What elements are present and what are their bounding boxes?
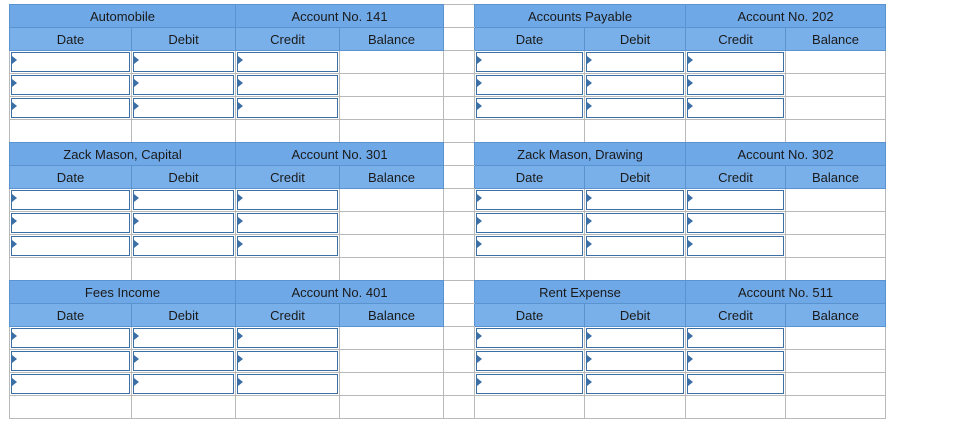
balance-cell <box>786 235 886 258</box>
credit-input[interactable] <box>687 190 784 210</box>
credit-cell <box>686 97 786 120</box>
dropdown-marker-icon <box>134 355 139 363</box>
debit-input[interactable] <box>586 52 684 72</box>
dropdown-marker-icon <box>688 217 693 225</box>
credit-input[interactable] <box>687 52 784 72</box>
debit-input[interactable] <box>586 213 684 233</box>
debit-cell <box>132 350 236 373</box>
credit-cell <box>236 51 340 74</box>
debit-input[interactable] <box>133 328 234 348</box>
debit-cell <box>585 327 686 350</box>
dropdown-marker-icon <box>477 217 482 225</box>
debit-input[interactable] <box>133 236 234 256</box>
dropdown-marker-icon <box>477 194 482 202</box>
date-cell <box>475 373 585 396</box>
col-debit-header: Debit <box>132 28 236 51</box>
col-date-header: Date <box>475 304 585 327</box>
date-input[interactable] <box>11 75 130 95</box>
date-cell <box>10 350 132 373</box>
debit-cell <box>132 97 236 120</box>
debit-cell <box>585 74 686 97</box>
credit-cell <box>686 350 786 373</box>
date-cell <box>10 189 132 212</box>
debit-input[interactable] <box>586 328 684 348</box>
credit-input[interactable] <box>237 98 338 118</box>
dropdown-marker-icon <box>12 378 17 386</box>
account-name-rent-expense: Rent Expense <box>475 281 686 304</box>
dropdown-marker-icon <box>688 240 693 248</box>
account-number-301: Account No. 301 <box>236 143 444 166</box>
balance-cell <box>786 189 886 212</box>
dropdown-marker-icon <box>587 332 592 340</box>
dropdown-marker-icon <box>238 240 243 248</box>
col-date-header: Date <box>10 166 132 189</box>
credit-input[interactable] <box>237 75 338 95</box>
table-row <box>10 74 886 97</box>
debit-cell <box>132 327 236 350</box>
credit-cell <box>686 189 786 212</box>
dropdown-marker-icon <box>238 102 243 110</box>
dropdown-marker-icon <box>238 355 243 363</box>
dropdown-marker-icon <box>587 378 592 386</box>
debit-input[interactable] <box>586 236 684 256</box>
date-cell <box>10 327 132 350</box>
dropdown-marker-icon <box>587 79 592 87</box>
account-number-511: Account No. 511 <box>686 281 886 304</box>
dropdown-marker-icon <box>688 355 693 363</box>
dropdown-marker-icon <box>134 194 139 202</box>
credit-input[interactable] <box>237 52 338 72</box>
dropdown-marker-icon <box>477 79 482 87</box>
credit-input[interactable] <box>237 351 338 371</box>
credit-cell <box>236 189 340 212</box>
debit-input[interactable] <box>586 351 684 371</box>
credit-input[interactable] <box>687 75 784 95</box>
credit-cell <box>236 350 340 373</box>
debit-cell <box>132 373 236 396</box>
credit-input[interactable] <box>237 213 338 233</box>
table-row <box>10 120 886 143</box>
date-cell <box>10 373 132 396</box>
col-credit-header: Credit <box>236 28 340 51</box>
date-cell <box>475 327 585 350</box>
date-input[interactable] <box>11 236 130 256</box>
dropdown-marker-icon <box>134 217 139 225</box>
date-cell <box>475 212 585 235</box>
balance-cell <box>786 51 886 74</box>
debit-cell <box>585 51 686 74</box>
account-number-202: Account No. 202 <box>686 5 886 28</box>
balance-cell <box>786 373 886 396</box>
dropdown-marker-icon <box>12 332 17 340</box>
credit-cell <box>236 97 340 120</box>
credit-cell <box>686 74 786 97</box>
credit-cell <box>686 51 786 74</box>
account-name-automobile: Automobile <box>10 5 236 28</box>
account-name-accounts-payable: Accounts Payable <box>475 5 686 28</box>
dropdown-marker-icon <box>238 378 243 386</box>
balance-cell <box>340 235 444 258</box>
date-cell <box>475 350 585 373</box>
ledger-block-2 <box>9 142 886 281</box>
table-row <box>10 258 886 281</box>
table-row <box>10 350 886 373</box>
debit-cell <box>132 189 236 212</box>
balance-cell <box>340 212 444 235</box>
col-credit-header: Credit <box>686 166 786 189</box>
col-date-header: Date <box>10 304 132 327</box>
col-credit-header: Credit <box>686 28 786 51</box>
account-number-401: Account No. 401 <box>236 281 444 304</box>
credit-input[interactable] <box>687 98 784 118</box>
dropdown-marker-icon <box>12 102 17 110</box>
col-debit-header: Debit <box>132 166 236 189</box>
date-input[interactable] <box>11 374 130 394</box>
col-date-header: Date <box>475 28 585 51</box>
debit-cell <box>585 373 686 396</box>
credit-input[interactable] <box>687 213 784 233</box>
dropdown-marker-icon <box>587 56 592 64</box>
dropdown-marker-icon <box>477 355 482 363</box>
balance-cell <box>340 51 444 74</box>
debit-input[interactable] <box>586 190 684 210</box>
credit-cell <box>236 373 340 396</box>
date-input[interactable] <box>476 374 583 394</box>
debit-cell <box>132 235 236 258</box>
col-date-header: Date <box>475 166 585 189</box>
balance-cell <box>340 327 444 350</box>
col-debit-header: Debit <box>585 304 686 327</box>
balance-cell <box>340 97 444 120</box>
dropdown-marker-icon <box>477 102 482 110</box>
col-balance-header: Balance <box>786 166 886 189</box>
balance-cell <box>786 212 886 235</box>
dropdown-marker-icon <box>134 102 139 110</box>
date-cell <box>10 235 132 258</box>
debit-input[interactable] <box>133 351 234 371</box>
dropdown-marker-icon <box>587 217 592 225</box>
date-input[interactable] <box>476 190 583 210</box>
date-cell <box>10 51 132 74</box>
dropdown-marker-icon <box>134 56 139 64</box>
credit-input[interactable] <box>687 374 784 394</box>
debit-input[interactable] <box>133 98 234 118</box>
dropdown-marker-icon <box>12 79 17 87</box>
date-input[interactable] <box>476 213 583 233</box>
table-row <box>10 235 886 258</box>
dropdown-marker-icon <box>688 332 693 340</box>
debit-cell <box>585 235 686 258</box>
table-row <box>10 373 886 396</box>
balance-cell <box>786 74 886 97</box>
debit-input[interactable] <box>133 374 234 394</box>
col-balance-header: Balance <box>340 166 444 189</box>
dropdown-marker-icon <box>587 240 592 248</box>
debit-input[interactable] <box>586 374 684 394</box>
col-balance-header: Balance <box>786 28 886 51</box>
credit-cell <box>686 327 786 350</box>
debit-input[interactable] <box>133 75 234 95</box>
date-input[interactable] <box>476 351 583 371</box>
credit-input[interactable] <box>687 328 784 348</box>
col-debit-header: Debit <box>132 304 236 327</box>
date-input[interactable] <box>476 98 583 118</box>
dropdown-marker-icon <box>587 102 592 110</box>
debit-input[interactable] <box>133 213 234 233</box>
date-cell <box>10 97 132 120</box>
credit-cell <box>686 373 786 396</box>
account-name-fees-income: Fees Income <box>10 281 236 304</box>
col-credit-header: Credit <box>236 166 340 189</box>
date-input[interactable] <box>476 328 583 348</box>
credit-input[interactable] <box>237 328 338 348</box>
balance-cell <box>786 97 886 120</box>
table-row <box>10 212 886 235</box>
dropdown-marker-icon <box>238 217 243 225</box>
debit-cell <box>132 212 236 235</box>
dropdown-marker-icon <box>134 332 139 340</box>
dropdown-marker-icon <box>12 194 17 202</box>
dropdown-marker-icon <box>477 378 482 386</box>
date-input[interactable] <box>11 328 130 348</box>
balance-cell <box>340 373 444 396</box>
dropdown-marker-icon <box>134 378 139 386</box>
date-cell <box>475 51 585 74</box>
dropdown-marker-icon <box>477 240 482 248</box>
ledger-block-1 <box>9 4 886 143</box>
dropdown-marker-icon <box>134 79 139 87</box>
account-name-capital: Zack Mason, Capital <box>10 143 236 166</box>
dropdown-marker-icon <box>12 240 17 248</box>
dropdown-marker-icon <box>12 355 17 363</box>
debit-cell <box>585 189 686 212</box>
account-number-141: Account No. 141 <box>236 5 444 28</box>
dropdown-marker-icon <box>587 194 592 202</box>
dropdown-marker-icon <box>688 102 693 110</box>
dropdown-marker-icon <box>688 56 693 64</box>
dropdown-marker-icon <box>688 194 693 202</box>
debit-input[interactable] <box>586 98 684 118</box>
credit-input[interactable] <box>237 374 338 394</box>
col-balance-header: Balance <box>340 28 444 51</box>
dropdown-marker-icon <box>238 56 243 64</box>
debit-input[interactable] <box>133 52 234 72</box>
col-balance-header: Balance <box>786 304 886 327</box>
balance-cell <box>340 74 444 97</box>
account-name-drawing: Zack Mason, Drawing <box>475 143 686 166</box>
credit-cell <box>236 235 340 258</box>
ledger-block-3 <box>9 280 886 419</box>
debit-cell <box>585 97 686 120</box>
date-input[interactable] <box>11 98 130 118</box>
credit-cell <box>236 74 340 97</box>
credit-cell <box>686 235 786 258</box>
dropdown-marker-icon <box>238 332 243 340</box>
balance-cell <box>340 189 444 212</box>
table-row <box>10 97 886 120</box>
debit-cell <box>585 212 686 235</box>
debit-cell <box>132 74 236 97</box>
dropdown-marker-icon <box>12 217 17 225</box>
table-row <box>10 396 886 419</box>
credit-input[interactable] <box>237 190 338 210</box>
credit-cell <box>236 327 340 350</box>
date-cell <box>475 74 585 97</box>
credit-cell <box>236 212 340 235</box>
balance-cell <box>786 327 886 350</box>
dropdown-marker-icon <box>238 194 243 202</box>
credit-input[interactable] <box>237 236 338 256</box>
debit-cell <box>585 350 686 373</box>
col-balance-header: Balance <box>340 304 444 327</box>
balance-cell <box>786 350 886 373</box>
col-credit-header: Credit <box>686 304 786 327</box>
col-credit-header: Credit <box>236 304 340 327</box>
credit-input[interactable] <box>687 351 784 371</box>
dropdown-marker-icon <box>477 56 482 64</box>
credit-cell <box>686 212 786 235</box>
debit-cell <box>132 51 236 74</box>
dropdown-marker-icon <box>134 240 139 248</box>
date-cell <box>10 212 132 235</box>
dropdown-marker-icon <box>238 79 243 87</box>
col-date-header: Date <box>10 28 132 51</box>
account-number-302: Account No. 302 <box>686 143 886 166</box>
dropdown-marker-icon <box>12 56 17 64</box>
date-input[interactable] <box>11 190 130 210</box>
table-row <box>10 51 886 74</box>
balance-cell <box>340 350 444 373</box>
date-input[interactable] <box>11 351 130 371</box>
dropdown-marker-icon <box>688 378 693 386</box>
col-debit-header: Debit <box>585 28 686 51</box>
col-debit-header: Debit <box>585 166 686 189</box>
date-cell <box>475 235 585 258</box>
table-row <box>10 189 886 212</box>
date-cell <box>475 189 585 212</box>
date-input[interactable] <box>11 213 130 233</box>
credit-input[interactable] <box>687 236 784 256</box>
date-input[interactable] <box>476 75 583 95</box>
debit-input[interactable] <box>133 190 234 210</box>
date-input[interactable] <box>476 236 583 256</box>
date-input[interactable] <box>11 52 130 72</box>
date-cell <box>10 74 132 97</box>
dropdown-marker-icon <box>477 332 482 340</box>
debit-input[interactable] <box>586 75 684 95</box>
date-input[interactable] <box>476 52 583 72</box>
date-cell <box>475 97 585 120</box>
table-row <box>10 327 886 350</box>
dropdown-marker-icon <box>688 79 693 87</box>
dropdown-marker-icon <box>587 355 592 363</box>
